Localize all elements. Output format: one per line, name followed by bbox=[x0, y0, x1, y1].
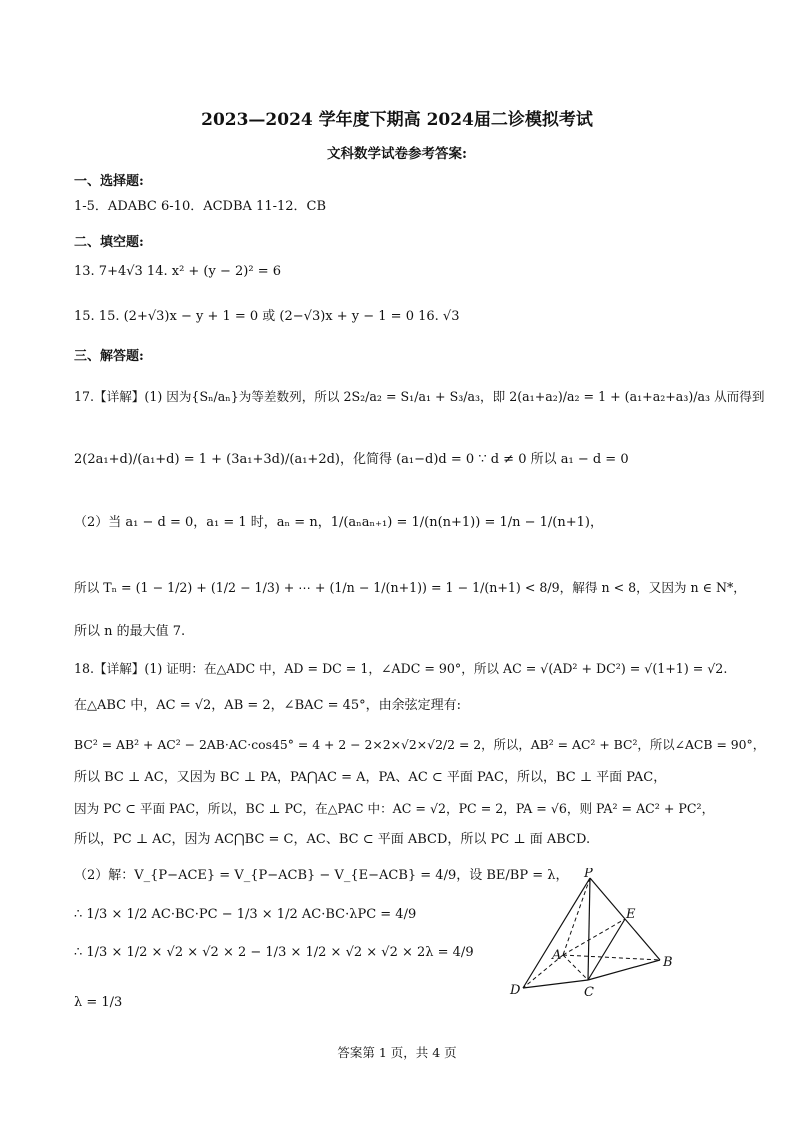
section-heading-fill: 二、填空题: bbox=[74, 235, 144, 250]
fill-answers-line-2: 15. 15. (2+√3)x − y + 1 = 0 或 (2−√3)x + y − 1 = 0 16. √3 bbox=[74, 309, 460, 324]
edge-dc bbox=[523, 980, 588, 988]
edge-ac bbox=[563, 955, 588, 980]
q18-line-9: ∴ 1/3 × 1/2 × √2 × √2 × 2 − 1/3 × 1/2 × √2 × √2 × 2λ = 4/9 bbox=[74, 945, 474, 960]
label-d: D bbox=[510, 983, 521, 998]
page-footer: 答案第 1 页，共 4 页 bbox=[337, 1045, 457, 1060]
edge-ae bbox=[563, 919, 625, 955]
q18-line-2: 在△ABC 中，AC = √2，AB = 2，∠BAC = 45°，由余弦定理有: bbox=[74, 698, 462, 713]
q18-line-6: 所以，PC ⊥ AC，因为 AC⋂BC = C，AC、BC ⊂ 平面 ABCD，所以 PC ⊥ 面 ABCD. bbox=[74, 832, 591, 847]
edge-ab bbox=[563, 955, 660, 960]
q17-line-5: 所以 n 的最大值 7. bbox=[74, 624, 186, 639]
section-heading-choice: 一、选择题: bbox=[74, 174, 144, 189]
label-p: P bbox=[584, 868, 593, 881]
q18-line-3: BC² = AB² + AC² − 2AB·AC·cos45° = 4 + 2 − 2×2×√2×√2/2 = 2，所以，AB² = AC² + BC²，所以∠ACB = 90°， bbox=[74, 737, 766, 752]
label-a: A bbox=[552, 948, 562, 963]
q18-line-8: ∴ 1/3 × 1/2 AC·BC·PC − 1/3 × 1/2 AC·BC·λPC = 4/9 bbox=[74, 907, 417, 922]
q17-line-3: （2）当 a₁ − d = 0，a₁ = 1 时，aₙ = n，1/(aₙaₙ₊₁) = 1/(n(n+1)) = 1/n − 1/(n+1)， bbox=[74, 515, 603, 530]
q18-line-1: 18.【详解】(1) 证明：在△ADC 中，AD = DC = 1，∠ADC = 90°，所以 AC = √(AD² + DC²) = √(1+1) = √2. bbox=[74, 661, 728, 676]
label-c: C bbox=[584, 985, 594, 1000]
q18-line-7: （2）解：V_{P−ACE} = V_{P−ACB} − V_{E−ACB} = 4/9，设 BE/BP = λ， bbox=[74, 868, 569, 883]
label-b: B bbox=[663, 955, 673, 970]
page-title: 2023—2024 学年度下期高 2024届二诊模拟考试 bbox=[201, 110, 593, 130]
section-heading-solution: 三、解答题: bbox=[74, 349, 144, 364]
pyramid-figure bbox=[505, 868, 685, 1008]
q18-line-4: 所以 BC ⊥ AC，又因为 BC ⊥ PA，PA⋂AC = A，PA、AC ⊂ 平面 PAC，所以，BC ⊥ 平面 PAC， bbox=[74, 770, 667, 785]
q17-line-4: 所以 Tₙ = (1 − 1/2) + (1/2 − 1/3) + ⋯ + (1/n − 1/(n+1)) = 1 − 1/(n+1) < 8/9，解得 n < 8，又因为 n ∈ N*， bbox=[74, 580, 746, 595]
fill-answers-line-1: 13. 7+4√3 14. x² + (y − 2)² = 6 bbox=[74, 264, 281, 279]
q18-line-5: 因为 PC ⊂ 平面 PAC，所以，BC ⊥ PC，在△PAC 中：AC = √2，PC = 2，PA = √6，则 PA² = AC² + PC²， bbox=[74, 801, 715, 816]
page-subtitle: 文科数学试卷参考答案: bbox=[327, 146, 467, 162]
q18-line-10: λ = 1/3 bbox=[74, 995, 123, 1010]
q17-line-2: 2(2a₁+d)/(a₁+d) = 1 + (3a₁+3d)/(a₁+2d)，化简得 (a₁−d)d = 0 ∵ d ≠ 0 所以 a₁ − d = 0 bbox=[74, 452, 629, 467]
label-e: E bbox=[626, 907, 636, 922]
choice-answers: 1-5．ADABC 6-10．ACDBA 11-12．CB bbox=[74, 199, 327, 214]
q17-line-1: 17.【详解】(1) 因为{Sₙ/aₙ}为等差数列，所以 2S₂/a₂ = S₁/a₁ + S₃/a₃，即 2(a₁+a₂)/a₂ = 1 + (a₁+a₂+a₃)/a₃ 从而得到 bbox=[74, 389, 765, 404]
edge-pc bbox=[588, 878, 590, 980]
